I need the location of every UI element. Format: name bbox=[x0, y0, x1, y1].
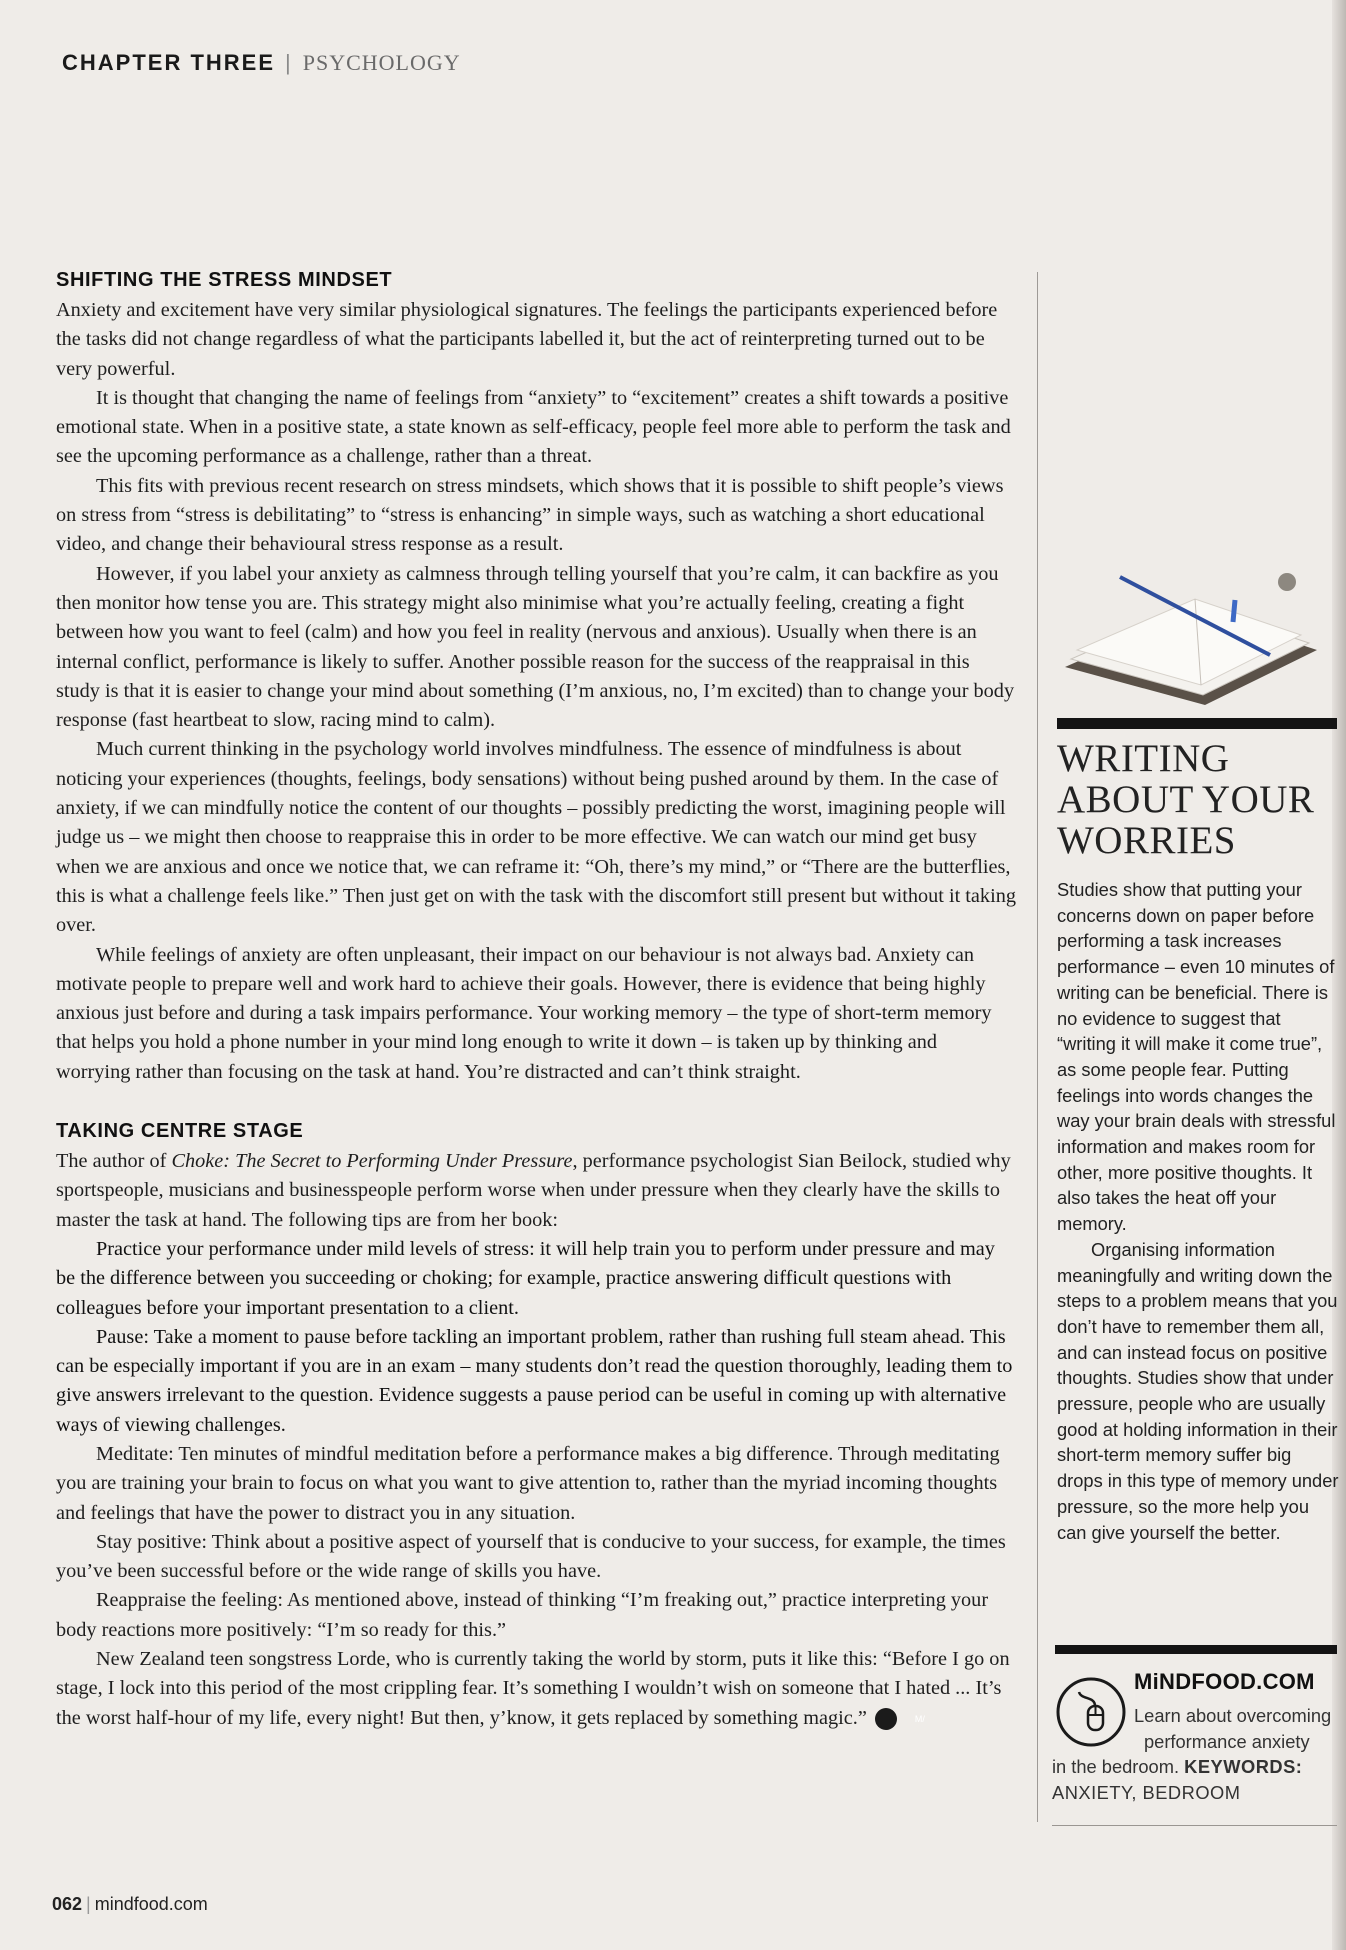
promo-line: in the bedroom. bbox=[1052, 1756, 1180, 1777]
lorde-quote-text: New Zealand teen songstress Lorde, who is currently taking the world by storm, puts it like this: “Before I go on stage, I lock into this period of the most crippling fear. It’s something I wouldn’t wish on someone that I hated ... It’s the worst half-hour of my life, every night! But then, y’know, it gets replaced by something magic.” bbox=[56, 1648, 1010, 1729]
notebook-pen-icon bbox=[1055, 555, 1325, 710]
end-mark-icon: M/ bbox=[875, 1708, 897, 1730]
section-heading-stress-mindset: SHIFTING THE STRESS MINDSET bbox=[56, 269, 393, 291]
promo-top-bar bbox=[1055, 1645, 1337, 1654]
keywords-label: KEYWORDS: bbox=[1184, 1756, 1303, 1777]
article-paragraph: Much current thinking in the psychology world involves mindfulness. The essence of mindfulness is about noticing your experiences (thoughts, feelings, body sensations) without being pushed around by them. In the case of anxiety, if we can mindfully notice the content of our thoughts – possibly predicting the worst, imagining people will judge us – we might then choose to reappraise this in order to be more effective. We can watch our mind get busy when we are anxious and once we notice that, we can reframe it: “Oh, there’s my mind,” or “There are the butterflies, this is what a challenge feels like.” Then just get on with the task with the discomfort still present but without it taking over. bbox=[56, 738, 1016, 937]
promo-site-link[interactable]: MiNDFOOD.COM bbox=[1134, 1669, 1315, 1694]
promo-line: performance anxiety bbox=[1144, 1730, 1310, 1752]
column-divider bbox=[1037, 272, 1038, 1822]
promo-text bbox=[1052, 1703, 1337, 1805]
section-label: PSYCHOLOGY bbox=[302, 50, 461, 75]
running-head bbox=[62, 50, 461, 76]
section-heading-centre-stage: TAKING CENTRE STAGE bbox=[56, 1120, 304, 1143]
sidebar-title-line: ABOUT YOUR bbox=[1057, 778, 1315, 821]
article-paragraph: It is thought that changing the name of feelings from “anxiety” to “excitement” creates a shift towards a positive emotional state. When in a positive state, a state known as self-efficacy, people feel more able to perform the task and see the upcoming performance as a challenge, rather than a threat. bbox=[56, 386, 1011, 468]
intro-text-after: , performance psychologist Sian Beilock, studied why sportspeople, musicians and businesspeople perform worse when under pressure when they clearly have the skills to master the task at hand. The following tips are from her book: bbox=[56, 1150, 1011, 1231]
chapter-label: CHAPTER THREE bbox=[62, 50, 276, 75]
page-number: 062 bbox=[52, 1894, 83, 1914]
lorde-quote bbox=[56, 1645, 1016, 1733]
intro-text-before: The author of bbox=[56, 1150, 172, 1173]
promo-line-keywords bbox=[1052, 1754, 1337, 1780]
footer-site: mindfood.com bbox=[94, 1894, 208, 1914]
sidebar-paragraph: Organising information meaningfully and writing down the steps to a problem means that you don’t have to remember them all, and can instead focus on positive thoughts. Studies show that under pressure, people who are usually good at holding information in their short-term memory suffer big drops in this type of memory under pressure, so the more help you can give yourself the better. bbox=[1057, 1238, 1339, 1543]
sidebar-paragraph: Studies show that putting your concerns down on paper before performing a task increases performance – even 10 minutes of writing can be beneficial. There is no evidence to suggest that “writing it will make it come true”, as some people fear. Putting feelings into words changes the way your brain deals with stressful information and makes room for other, more positive thoughts. It also takes the heat off your memory. bbox=[1057, 879, 1336, 1235]
footer-separator: | bbox=[86, 1894, 91, 1914]
tip-meditate: Meditate: Ten minutes of mindful meditation before a performance makes a big difference. Through meditating you are training your brain to focus on what you want to give attention to, rather than the myriad incoming thoughts and feelings that have the power to distract you in any situation. bbox=[56, 1442, 1000, 1524]
sidebar-body bbox=[1057, 877, 1339, 1545]
sidebar-title-line: WORRIES bbox=[1057, 819, 1236, 862]
article-paragraph-intro bbox=[56, 1147, 1016, 1235]
article-paragraph: Anxiety and excitement have very similar physiological signatures. The feelings the participants experienced before the tasks did not change regardless of what the participants labelled it, but the act of reinterpreting turned out to be very powerful. bbox=[56, 299, 998, 380]
main-article bbox=[56, 266, 1016, 1733]
header-separator: | bbox=[285, 50, 293, 75]
tip-stay-positive: Stay positive: Think about a positive aspect of yourself that is conducive to your success, for example, the times you’ve been successful before or the wide range of skills you have. bbox=[56, 1530, 1006, 1583]
page-footer bbox=[52, 1894, 208, 1915]
article-paragraph: This fits with previous recent research on stress mindsets, which shows that it is possible to shift people’s views on stress from “stress is debilitating” to “stress is enhancing” in simple ways, such as watching a short educational video, and change their behavioural stress response as a result. bbox=[56, 474, 1004, 556]
tip-pause: Pause: Take a moment to pause before tackling an important problem, rather than rushing full steam ahead. This can be especially important if you are in an exam – many students don’t read the question thoroughly, leading them to give answers irrelevant to the question. Evidence suggests a pause period can be useful in coming up with alternative ways of viewing challenges. bbox=[56, 1325, 1013, 1436]
keywords-value: ANXIETY, BEDROOM bbox=[1052, 1781, 1241, 1803]
article-paragraph: However, if you label your anxiety as calmness through telling yourself that you’re calm, it can backfire as you then monitor how tense you are. This strategy might also minimise what you’re actually feeling, creating a fight between how you want to feel (calm) and how you feel in reality (nervous and anxious). Usually when there is an internal conflict, performance is likely to suffer. Another possible reason for the success of the reappraisal in this study is that it is easier to change your mind about something (I’m anxious, no, I’m excited) than to change your body response (fast heartbeat to slow, racing mind to calm). bbox=[56, 562, 1015, 732]
sidebar-top-bar bbox=[1057, 718, 1337, 729]
book-title: Choke: The Secret to Performing Under Pressure bbox=[171, 1150, 573, 1173]
article-paragraph: While feelings of anxiety are often unpleasant, their impact on our behaviour is not always bad. Anxiety can motivate people to prepare well and work hard to achieve their goals. However, there is evidence that being highly anxious just before and during a task impairs performance. Your working memory – the type of short-term memory that helps you hold a phone number in your mind long enough to write it down – is taken up by thinking and worrying rather than focusing on the task at hand. You’re distracted and can’t think straight. bbox=[56, 943, 992, 1083]
sidebar-title bbox=[1057, 738, 1337, 861]
tip-reappraise: Reappraise the feeling: As mentioned above, instead of thinking “I’m freaking out,” practice interpreting your body reactions more positively: “I’m so ready for this.” bbox=[56, 1589, 989, 1641]
tip-practice: Practice your performance under mild levels of stress: it will help train you to perform under pressure and may be the difference between you succeeding or choking; for example, practice answering difficult questions with colleagues before your important presentation to a client. bbox=[56, 1237, 995, 1319]
sidebar-title-line: WRITING bbox=[1057, 737, 1230, 780]
promo-line: Learn about overcoming bbox=[1134, 1705, 1332, 1726]
promo-bottom-rule bbox=[1052, 1825, 1337, 1826]
